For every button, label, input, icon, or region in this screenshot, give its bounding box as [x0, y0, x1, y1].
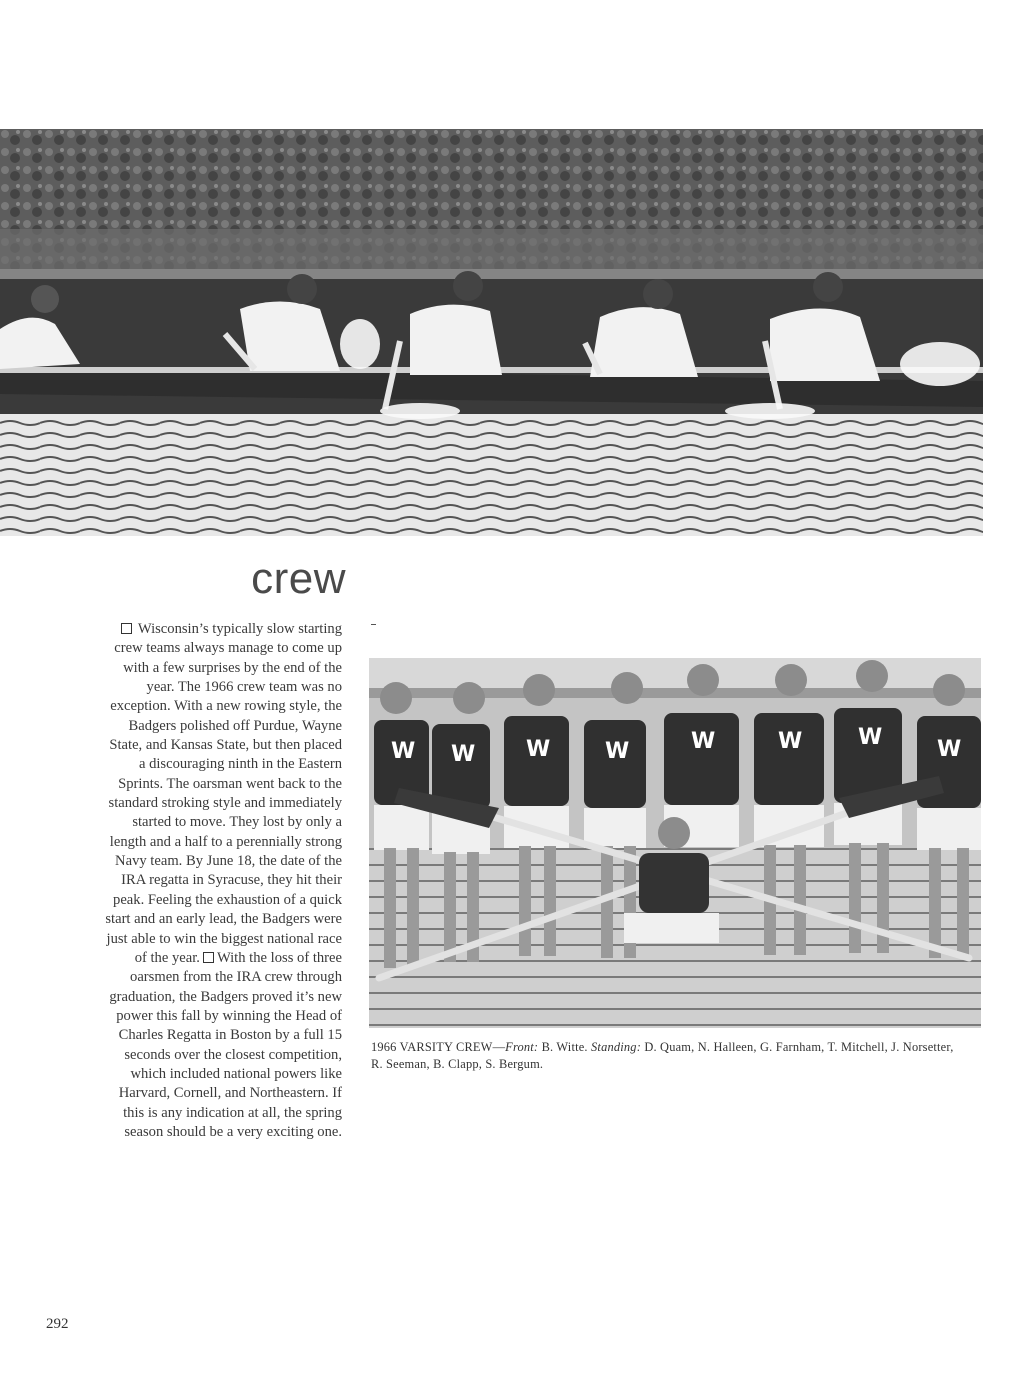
rowing-crew-photo [0, 129, 983, 536]
page-number: 292 [46, 1316, 69, 1332]
body-line: just able to win the biggest national race [106, 930, 342, 947]
body-line: a discouraging ninth in the Eastern [138, 756, 342, 773]
body-line: crew teams always manage to come up [114, 640, 342, 657]
body-line: graduation, the Badgers proved it’s new [109, 988, 342, 1005]
body-line: standard stroking style and immediately [108, 795, 342, 812]
section-title: crew [251, 554, 346, 603]
body-line: Charles Regatta in Boston by a full 15 [118, 1027, 342, 1044]
jersey-letter: W [526, 737, 551, 762]
photo-caption [371, 1039, 961, 1073]
body-line: power this fall by winning the Head of [116, 1007, 342, 1024]
caption-front-label: Front: [505, 1040, 539, 1054]
caption-lead: 1966 VARSITY CREW— [371, 1040, 506, 1054]
rowing-crew-illustration [0, 129, 983, 536]
body-line: peak. Feeling the exhaustion of a quick [113, 891, 342, 908]
body-line: which included national powers like [130, 1065, 342, 1082]
jersey-letter: W [605, 739, 630, 764]
varsity-crew-photo [369, 658, 981, 1028]
body-line: Harvard, Cornell, and Northeastern. If [118, 1085, 342, 1102]
jersey-letter: W [391, 739, 416, 764]
bullet-box-icon [121, 623, 132, 634]
body-line: start and an early lead, the Badgers were [105, 911, 342, 928]
body-line: State, and Kansas State, but then placed [109, 737, 342, 754]
bullet-box-icon [203, 952, 214, 963]
body-line: seconds over the closest competition, [124, 1046, 342, 1063]
body-line: of the year. With the loss of three [134, 949, 342, 966]
jersey-letter: W [858, 725, 883, 750]
jersey-letter: W [937, 737, 962, 762]
body-line: length and a half to a perennially strong [109, 833, 342, 850]
jersey-letter: W [778, 729, 803, 754]
caption-front-names: B. Witte. [538, 1040, 592, 1054]
body-line: started to move. They lost by only a [132, 814, 342, 831]
body-line: with a few surprises by the end of the [123, 659, 342, 676]
body-line: Sprints. The oarsman went back to the [118, 775, 342, 792]
jersey-letter: W [451, 742, 476, 767]
body-line: Badgers polished off Purdue, Wayne [128, 717, 342, 734]
body-line: year. The 1966 crew team was no [146, 679, 342, 696]
body-line: IRA regatta in Syracuse, they hit their [121, 872, 342, 889]
body-line: exception. With a new rowing style, the [110, 698, 342, 715]
body-line: season should be a very exciting one. [124, 1123, 342, 1140]
body-line: this is any indication at all, the spring [123, 1104, 342, 1121]
caption-standing-label: Standing: [591, 1040, 642, 1054]
caption-standing-names: D. Quam, N. Halleen, G. Farnham, T. Mitchell, J. Norsetter, R. Seeman, B. Clapp, S. Bergum. [371, 1040, 954, 1071]
varsity-crew-illustration [369, 658, 981, 1028]
jersey-letter: W [691, 729, 716, 754]
body-line: oarsmen from the IRA crew through [130, 969, 342, 986]
article-body [55, 620, 342, 1142]
body-line: Wisconsin’s typically slow starting [55, 620, 342, 639]
body-line: Navy team. By June 18, the date of the [115, 853, 342, 870]
divider-mark [371, 624, 376, 625]
